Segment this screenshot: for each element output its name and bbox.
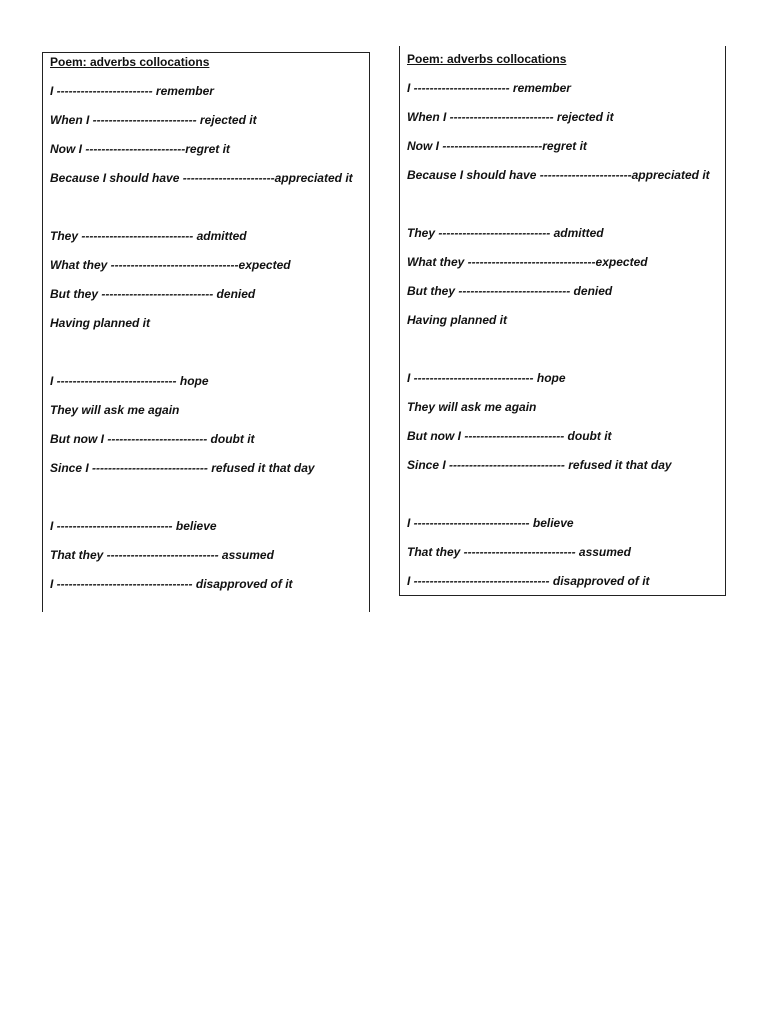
poem-line: I ----------------------------- believe <box>50 519 217 533</box>
poem-line: When I -------------------------- rejected it <box>50 113 257 127</box>
poem-line: But now I ------------------------- doubt it <box>50 432 255 446</box>
poem-line: But they ---------------------------- denied <box>50 287 256 301</box>
stanza-gap <box>407 473 721 502</box>
poem-line: Having planned it <box>407 313 508 327</box>
worksheet-card-left <box>42 52 370 612</box>
stanza-gap <box>407 183 721 212</box>
stanza-gap <box>50 331 365 360</box>
poem-line: What they --------------------------------expected <box>50 258 291 272</box>
poem-line: They ---------------------------- admitted <box>50 229 247 243</box>
stanza-gap <box>50 476 365 505</box>
poem-line: Since I ----------------------------- refused it that day <box>50 461 315 475</box>
worksheet-content <box>50 54 365 592</box>
poem-line: That they ---------------------------- assumed <box>407 545 631 559</box>
poem-line: I ------------------------------ hope <box>407 371 566 385</box>
stanza-3 <box>407 370 721 473</box>
stanza-2 <box>50 228 365 331</box>
stanza-4 <box>50 518 365 592</box>
stanza-2 <box>407 225 721 328</box>
poem-line: But they ---------------------------- denied <box>407 284 613 298</box>
poem-line: That they ---------------------------- assumed <box>50 548 274 562</box>
poem-line: I ---------------------------------- disapproved of it <box>50 577 293 591</box>
worksheet-title: Poem: adverbs collocations <box>50 55 210 69</box>
poem-line: Now I -------------------------regret it <box>50 142 230 156</box>
stanza-3 <box>50 373 365 476</box>
poem-line: They will ask me again <box>407 400 537 414</box>
poem-line: I ----------------------------- believe <box>407 516 574 530</box>
poem-line: I ---------------------------------- disapproved of it <box>407 574 650 588</box>
poem-line: They ---------------------------- admitted <box>407 226 604 240</box>
stanza-1 <box>50 83 365 186</box>
stanza-4 <box>407 515 721 589</box>
poem-line: But now I ------------------------- doubt it <box>407 429 612 443</box>
poem-line: I ------------------------------ hope <box>50 374 209 388</box>
worksheet-card-right <box>399 46 726 596</box>
poem-line: Because I should have -----------------------appreciated it <box>407 168 710 182</box>
poem-line: Having planned it <box>50 316 151 330</box>
poem-line: I ------------------------ remember <box>50 84 214 98</box>
stanza-1 <box>407 80 721 183</box>
worksheet-content <box>407 51 721 589</box>
poem-line: Since I ----------------------------- refused it that day <box>407 458 672 472</box>
poem-line: I ------------------------ remember <box>407 81 571 95</box>
stanza-gap <box>407 328 721 357</box>
poem-line: They will ask me again <box>50 403 180 417</box>
poem-line: When I -------------------------- rejected it <box>407 110 614 124</box>
poem-line: What they --------------------------------expected <box>407 255 648 269</box>
poem-line: Because I should have -----------------------appreciated it <box>50 171 353 185</box>
worksheet-title: Poem: adverbs collocations <box>407 52 567 66</box>
poem-line: Now I -------------------------regret it <box>407 139 587 153</box>
stanza-gap <box>50 186 365 215</box>
